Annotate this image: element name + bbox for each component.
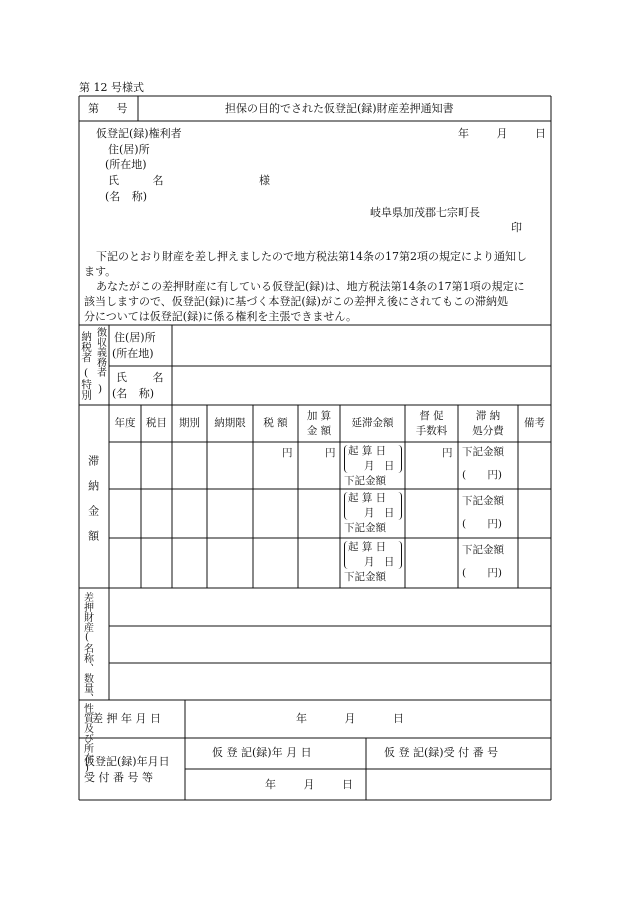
seized-property-side-label: 差押財産(名称、数量、性質及び所在) — [81, 592, 93, 774]
col-delinquency-amount: 延滞金額 — [351, 417, 394, 429]
body-line-1: 下記のとおり財産を差し押えましたので地方税法第14条の17第2項の規定により通知し — [96, 250, 527, 263]
col-remarks: 備考 — [524, 417, 545, 429]
registration-number-head: 仮 登 記(録)受 付 番 号 — [384, 746, 499, 759]
arrears-side-label: 滞納金額 — [86, 455, 100, 555]
delay-month-1: 月 日 — [364, 460, 395, 472]
seizure-date-label: 差 押 年 月 日 — [92, 712, 161, 725]
taxpayer-name-label: 氏 名 — [116, 371, 164, 384]
body-line-5: 分については仮登記(録)に係る権利を主張できません。 — [84, 310, 358, 323]
disposal-paren-3: ( 円) — [462, 567, 503, 579]
addressee-address-alt-label: (所在地) — [105, 158, 147, 171]
delay-below-2: 下記金額 — [344, 522, 386, 534]
registration-label-1: 仮登記(録)年月日 — [84, 755, 170, 768]
addressee-address-label: 住(居)所 — [108, 143, 150, 156]
holder-label: 仮登記(録)権利者 — [96, 127, 182, 140]
taxpayer-side-label-1: 納税者 — [80, 331, 93, 363]
delay-start-2: 起 算 日 — [348, 492, 387, 504]
disposal-below-3: 下記金額 — [462, 544, 504, 556]
taxpayer-side-label-4: ) — [94, 383, 107, 395]
body-line-3: あなたがこの差押財産に有している仮登記(録)は、地方税法第14条の17第1項の規定に — [96, 280, 525, 293]
body-line-4: 該当しますので、仮登記(録)に基づく本登記(録)がこの差押え後にされてもこの滞納処 — [84, 295, 508, 308]
number-label: 第 号 — [88, 102, 128, 115]
col-tax-item: 税目 — [146, 417, 167, 429]
delay-start-3: 起 算 日 — [348, 541, 387, 553]
col-period: 期別 — [179, 417, 200, 429]
col-tax-amount: 税 額 — [263, 417, 288, 429]
issue-date: 年 月 日 — [458, 127, 546, 140]
registration-date-head: 仮 登 記(録)年 月 日 — [212, 746, 312, 759]
disposal-paren-1: ( 円) — [462, 469, 503, 481]
col-due-date: 納期限 — [214, 417, 246, 429]
delay-month-2: 月 日 — [364, 507, 395, 519]
taxpayer-name-alt-label: (名 称) — [112, 387, 155, 400]
col-year: 年度 — [114, 417, 136, 429]
tax-amount-unit: 円 — [282, 447, 293, 459]
form-number: 第 12 号様式 — [79, 81, 144, 94]
disposal-below-2: 下記金額 — [462, 495, 504, 507]
registration-label-2: 受 付 番 号 等 — [84, 771, 153, 784]
col-disposal-cost: 滞 納 処分費 — [472, 410, 504, 437]
addressee-name-label: 氏 名 — [108, 174, 164, 187]
taxpayer-side-label-3: (特別 — [80, 367, 93, 400]
delay-below-3: 下記金額 — [344, 571, 386, 583]
issuer-name: 岐阜県加茂郡七宗町長 — [370, 206, 480, 219]
honorific: 様 — [259, 174, 270, 187]
body-line-2: ます。 — [84, 265, 117, 278]
taxpayer-side-label-2: 徴収義務者 — [94, 327, 106, 377]
taxpayer-address-label: 住(居)所 — [114, 331, 156, 344]
demand-fee-unit: 円 — [442, 447, 453, 459]
form-title: 担保の目的でされた仮登記(録)財産差押通知書 — [225, 102, 454, 115]
addressee-name-alt-label: (名 称) — [105, 190, 148, 203]
additional-amount-unit: 円 — [325, 447, 336, 459]
delay-below-1: 下記金額 — [344, 475, 386, 487]
col-demand-fee: 督 促 手数料 — [415, 410, 448, 437]
disposal-below-1: 下記金額 — [462, 446, 504, 458]
registration-date-value: 年 月 日 — [265, 778, 353, 791]
delay-month-3: 月 日 — [364, 556, 395, 568]
seal-mark: 印 — [511, 221, 522, 234]
disposal-paren-2: ( 円) — [462, 518, 503, 530]
delay-start-1: 起 算 日 — [348, 445, 387, 457]
taxpayer-address-alt-label: (所在地) — [112, 347, 154, 360]
seizure-date-value: 年 月 日 — [296, 712, 404, 725]
col-additional-amount: 加 算 金 額 — [306, 410, 332, 437]
